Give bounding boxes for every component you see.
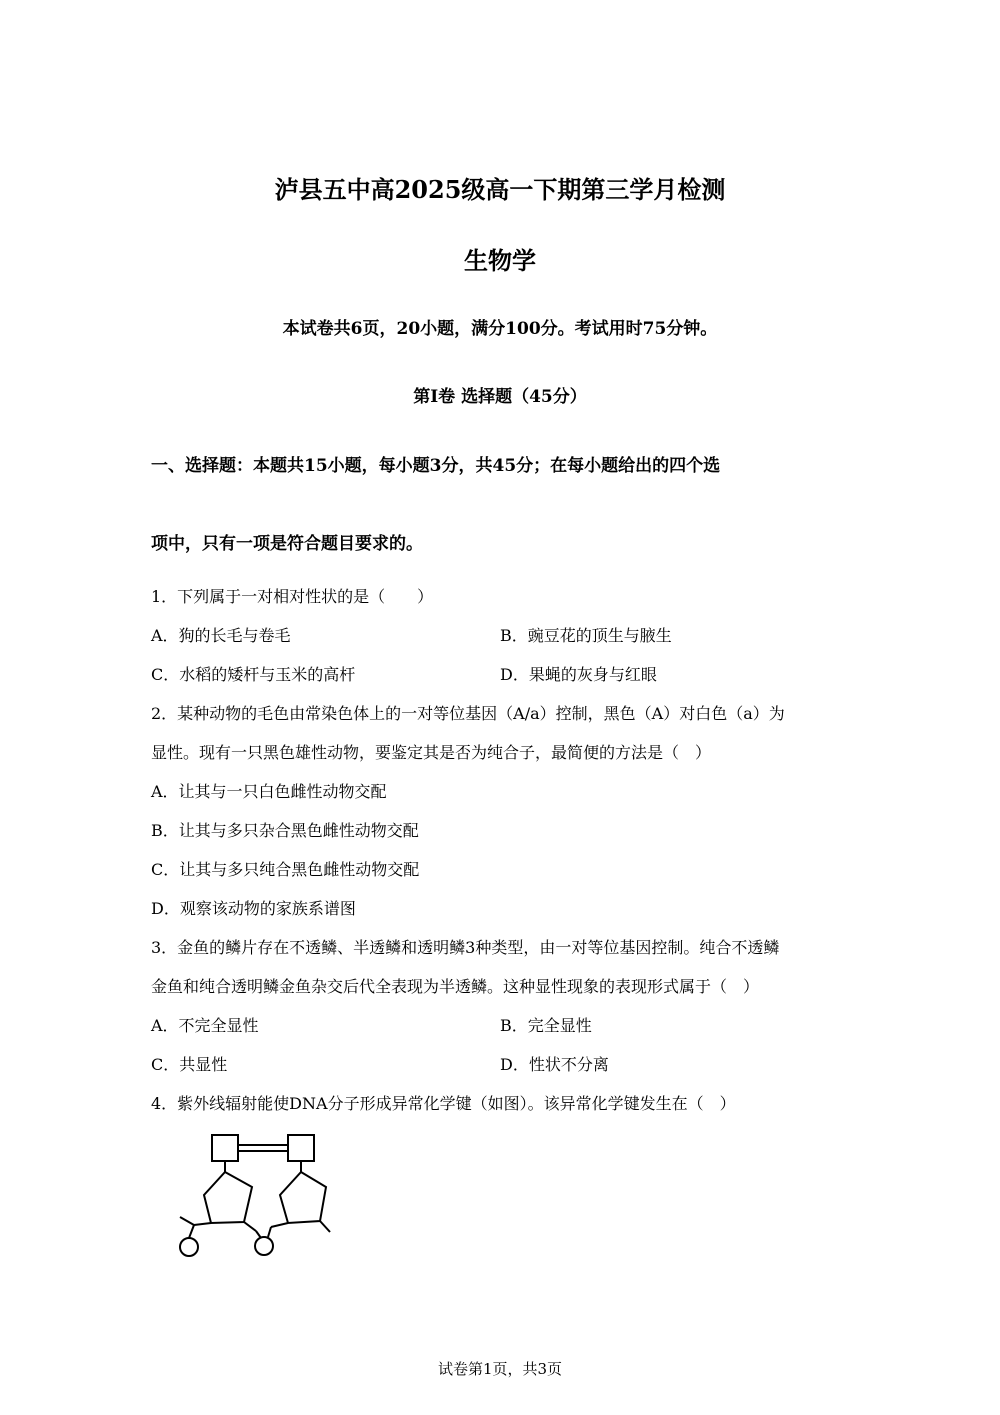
question-1-option-b: B．豌豆花的顶生与腋生 [500,626,672,645]
phosphate-circle-left [180,1238,198,1256]
question-1-stem: 1．下列属于一对相对性状的是（ ） [151,587,434,606]
part-heading: 第I卷 选择题（45分） [413,387,587,407]
question-4-stem: 4．紫外线辐射能使DNA分子形成异常化学键（如图）。该异常化学键发生在（ ） [151,1094,736,1113]
question-2-stem-line2: 显性。现有一只黑色雄性动物，要鉴定其是否为纯合子，最简便的方法是（ ） [151,743,712,762]
section-heading-line2: 项中，只有一项是符合题目要求的。 [151,534,423,554]
question-3-option-d: D．性状不分离 [500,1055,609,1074]
question-2-option-c: C．让其与多只纯合黑色雌性动物交配 [151,860,420,879]
question-3-stem-line1: 3．金鱼的鳞片存在不透鳞、半透鳞和透明鳞3种类型，由一对等位基因控制。纯合不透鳞 [151,938,780,957]
sugar-pentagon-left [204,1172,252,1223]
question-2-option-d: D．观察该动物的家族系谱图 [151,899,356,918]
question-2-option-b: B．让其与多只杂合黑色雌性动物交配 [151,821,419,840]
question-1-option-a: A．狗的长毛与卷毛 [151,626,291,645]
section-heading-line1: 一、选择题：本题共15小题，每小题3分，共45分；在每小题给出的四个选 [151,456,721,476]
page-footer: 试卷第1页，共3页 [437,1360,563,1378]
question-1-option-d: D．果蝇的灰身与红眼 [500,665,657,684]
phosphate-circle-right [255,1237,273,1255]
question-2-option-a: A．让其与一只白色雌性动物交配 [151,782,387,801]
sugar-pentagon-right [280,1172,326,1223]
subject-title: 生物学 [464,246,536,275]
base-square-right [288,1135,314,1161]
question-3-stem-line2: 金鱼和纯合透明鳞金鱼杂交后代全表现为半透鳞。这种显性现象的表现形式属于（ ） [151,977,760,996]
question-3-option-b: B．完全显性 [500,1016,592,1035]
exam-info: 本试卷共6页，20小题，满分100分。考试用时75分钟。 [282,319,718,339]
question-3-option-a: A．不完全显性 [151,1016,259,1035]
dna-dimer-diagram [170,1125,350,1265]
question-3-option-c: C．共显性 [151,1055,228,1074]
exam-title: 泸县五中高2025级高一下期第三学月检测 [274,175,726,204]
question-1-option-c: C．水稻的矮杆与玉米的高杆 [151,665,356,684]
question-2-stem-line1: 2．某种动物的毛色由常染色体上的一对等位基因（A/a）控制，黑色（A）对白色（a）为 [151,704,785,723]
base-square-left [212,1135,238,1161]
